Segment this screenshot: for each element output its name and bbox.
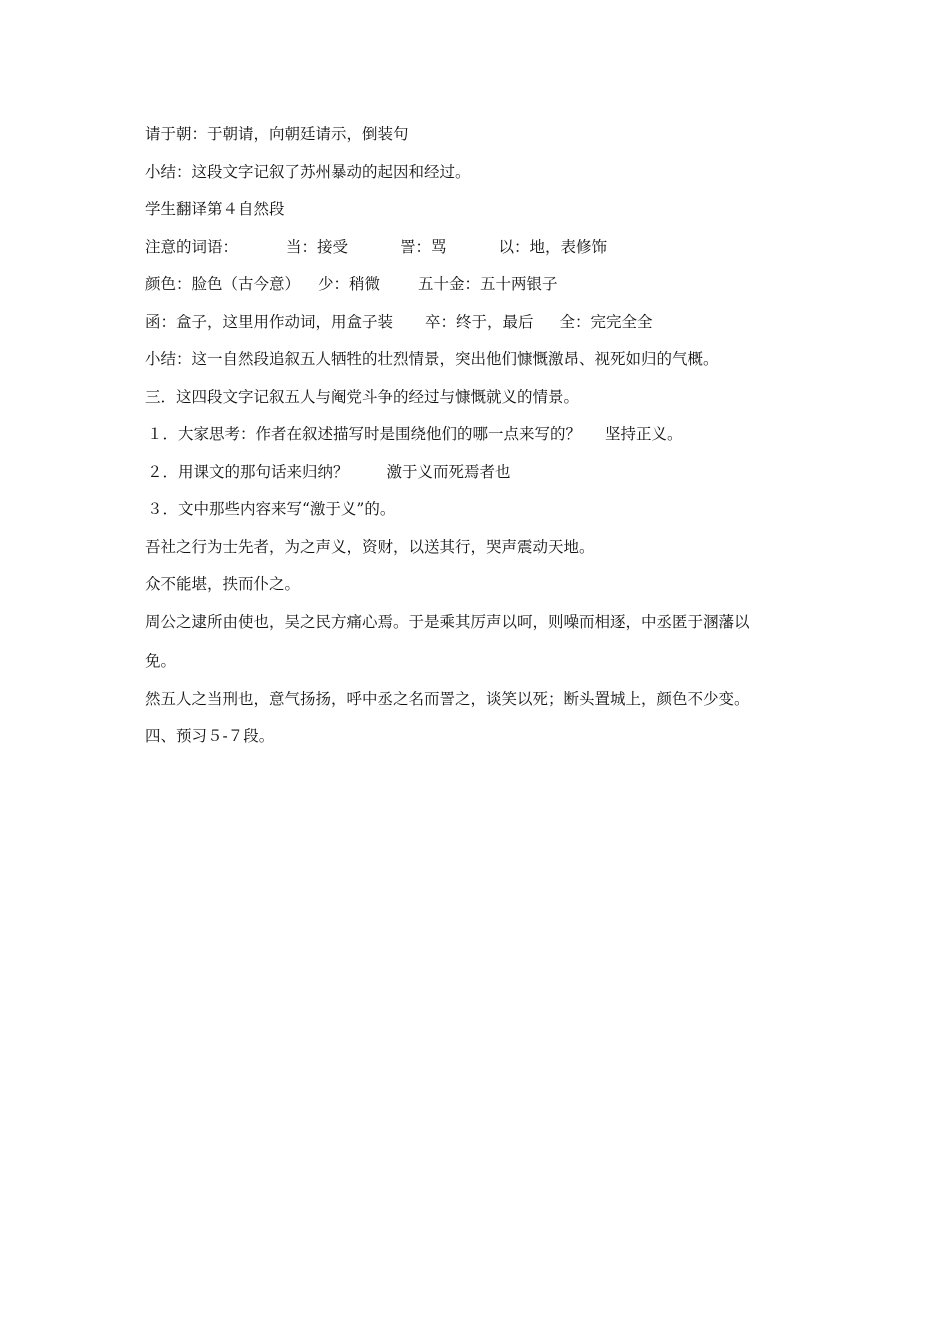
line-text: 小结：这一自然段追叙五人牺牲的壮烈情景，突出他们慷慨激昂、视死如归的气概。 xyxy=(145,350,719,368)
vocab-item-wushijin: 五十金：五十两银子 xyxy=(418,275,558,293)
translate-paragraph-4-heading xyxy=(145,199,815,219)
vocab-item-han: 函：盒子，这里用作动词，用盒子装 xyxy=(145,312,394,331)
document-body xyxy=(145,124,815,764)
summary-paragraph-3 xyxy=(145,162,815,182)
vocab-item-shao: 少：稍微 xyxy=(318,275,381,293)
quote-4 xyxy=(145,689,815,709)
question-1 xyxy=(145,424,815,444)
quote-2 xyxy=(145,574,815,594)
vocab-item-yi: 以：地，表修饰 xyxy=(498,237,608,256)
question-3 xyxy=(145,499,815,519)
vocab-item-yanse: 颜色：脸色（古今意） xyxy=(145,275,301,293)
quote-text: 然五人之当刑也，意气扬扬，呼中丞之名而詈之，谈笑以死；断头置城上，颜色不少变。 xyxy=(145,689,750,708)
answer-text: 激于义而死焉者也 xyxy=(386,462,511,481)
question-text: ２．用课文的那句话来归纳？ xyxy=(147,462,349,481)
answer-text: 坚持正义。 xyxy=(605,425,683,443)
vocab-item-li: 詈：骂 xyxy=(400,237,447,256)
vocab-item-dang: 当：接受 xyxy=(286,237,349,256)
section-four-heading xyxy=(145,726,815,746)
quote-text: 吾社之行为士先者，为之声义，资财，以送其行，哭声震动天地。 xyxy=(145,537,595,556)
vocab-item-zu: 卒：终于，最后 xyxy=(425,312,534,331)
note-qing-yu-chao xyxy=(145,124,815,144)
quote-text: 免。 xyxy=(145,651,177,670)
vocab-line-2 xyxy=(145,274,815,294)
line-text: 请于朝：于朝请，向朝廷请示，倒装句 xyxy=(145,125,409,143)
summary-paragraph-4 xyxy=(145,349,815,369)
quote-text: 众不能堪，抶而仆之。 xyxy=(145,575,301,593)
question-text: ３．文中那些内容来写“激于义”的。 xyxy=(147,500,396,518)
vocab-line-1 xyxy=(145,237,815,257)
line-text: 学生翻译第４自然段 xyxy=(145,200,285,218)
line-text: 四、预习５-７段。 xyxy=(145,727,275,745)
quote-3-continued xyxy=(145,651,815,671)
line-text: 三．这四段文字记叙五人与阉党斗争的经过与慷慨就义的情景。 xyxy=(145,387,580,406)
section-three-heading xyxy=(145,387,815,407)
vocab-label: 注意的词语： xyxy=(145,237,239,256)
vocab-line-3 xyxy=(145,312,815,332)
quote-text: 周公之逮所由使也，吴之民方痛心焉。于是乘其厉声以呵，则噪而相逐，中丞匿于溷藩以 xyxy=(145,612,750,631)
quote-3 xyxy=(145,612,815,632)
quote-1 xyxy=(145,537,815,557)
question-text: １．大家思考：作者在叙述描写时是围绕他们的哪一点来写的？ xyxy=(147,425,582,443)
vocab-item-quan: 全：完完全全 xyxy=(559,312,653,331)
line-text: 小结：这段文字记叙了苏州暴动的起因和经过。 xyxy=(145,162,471,181)
question-2 xyxy=(145,462,815,482)
